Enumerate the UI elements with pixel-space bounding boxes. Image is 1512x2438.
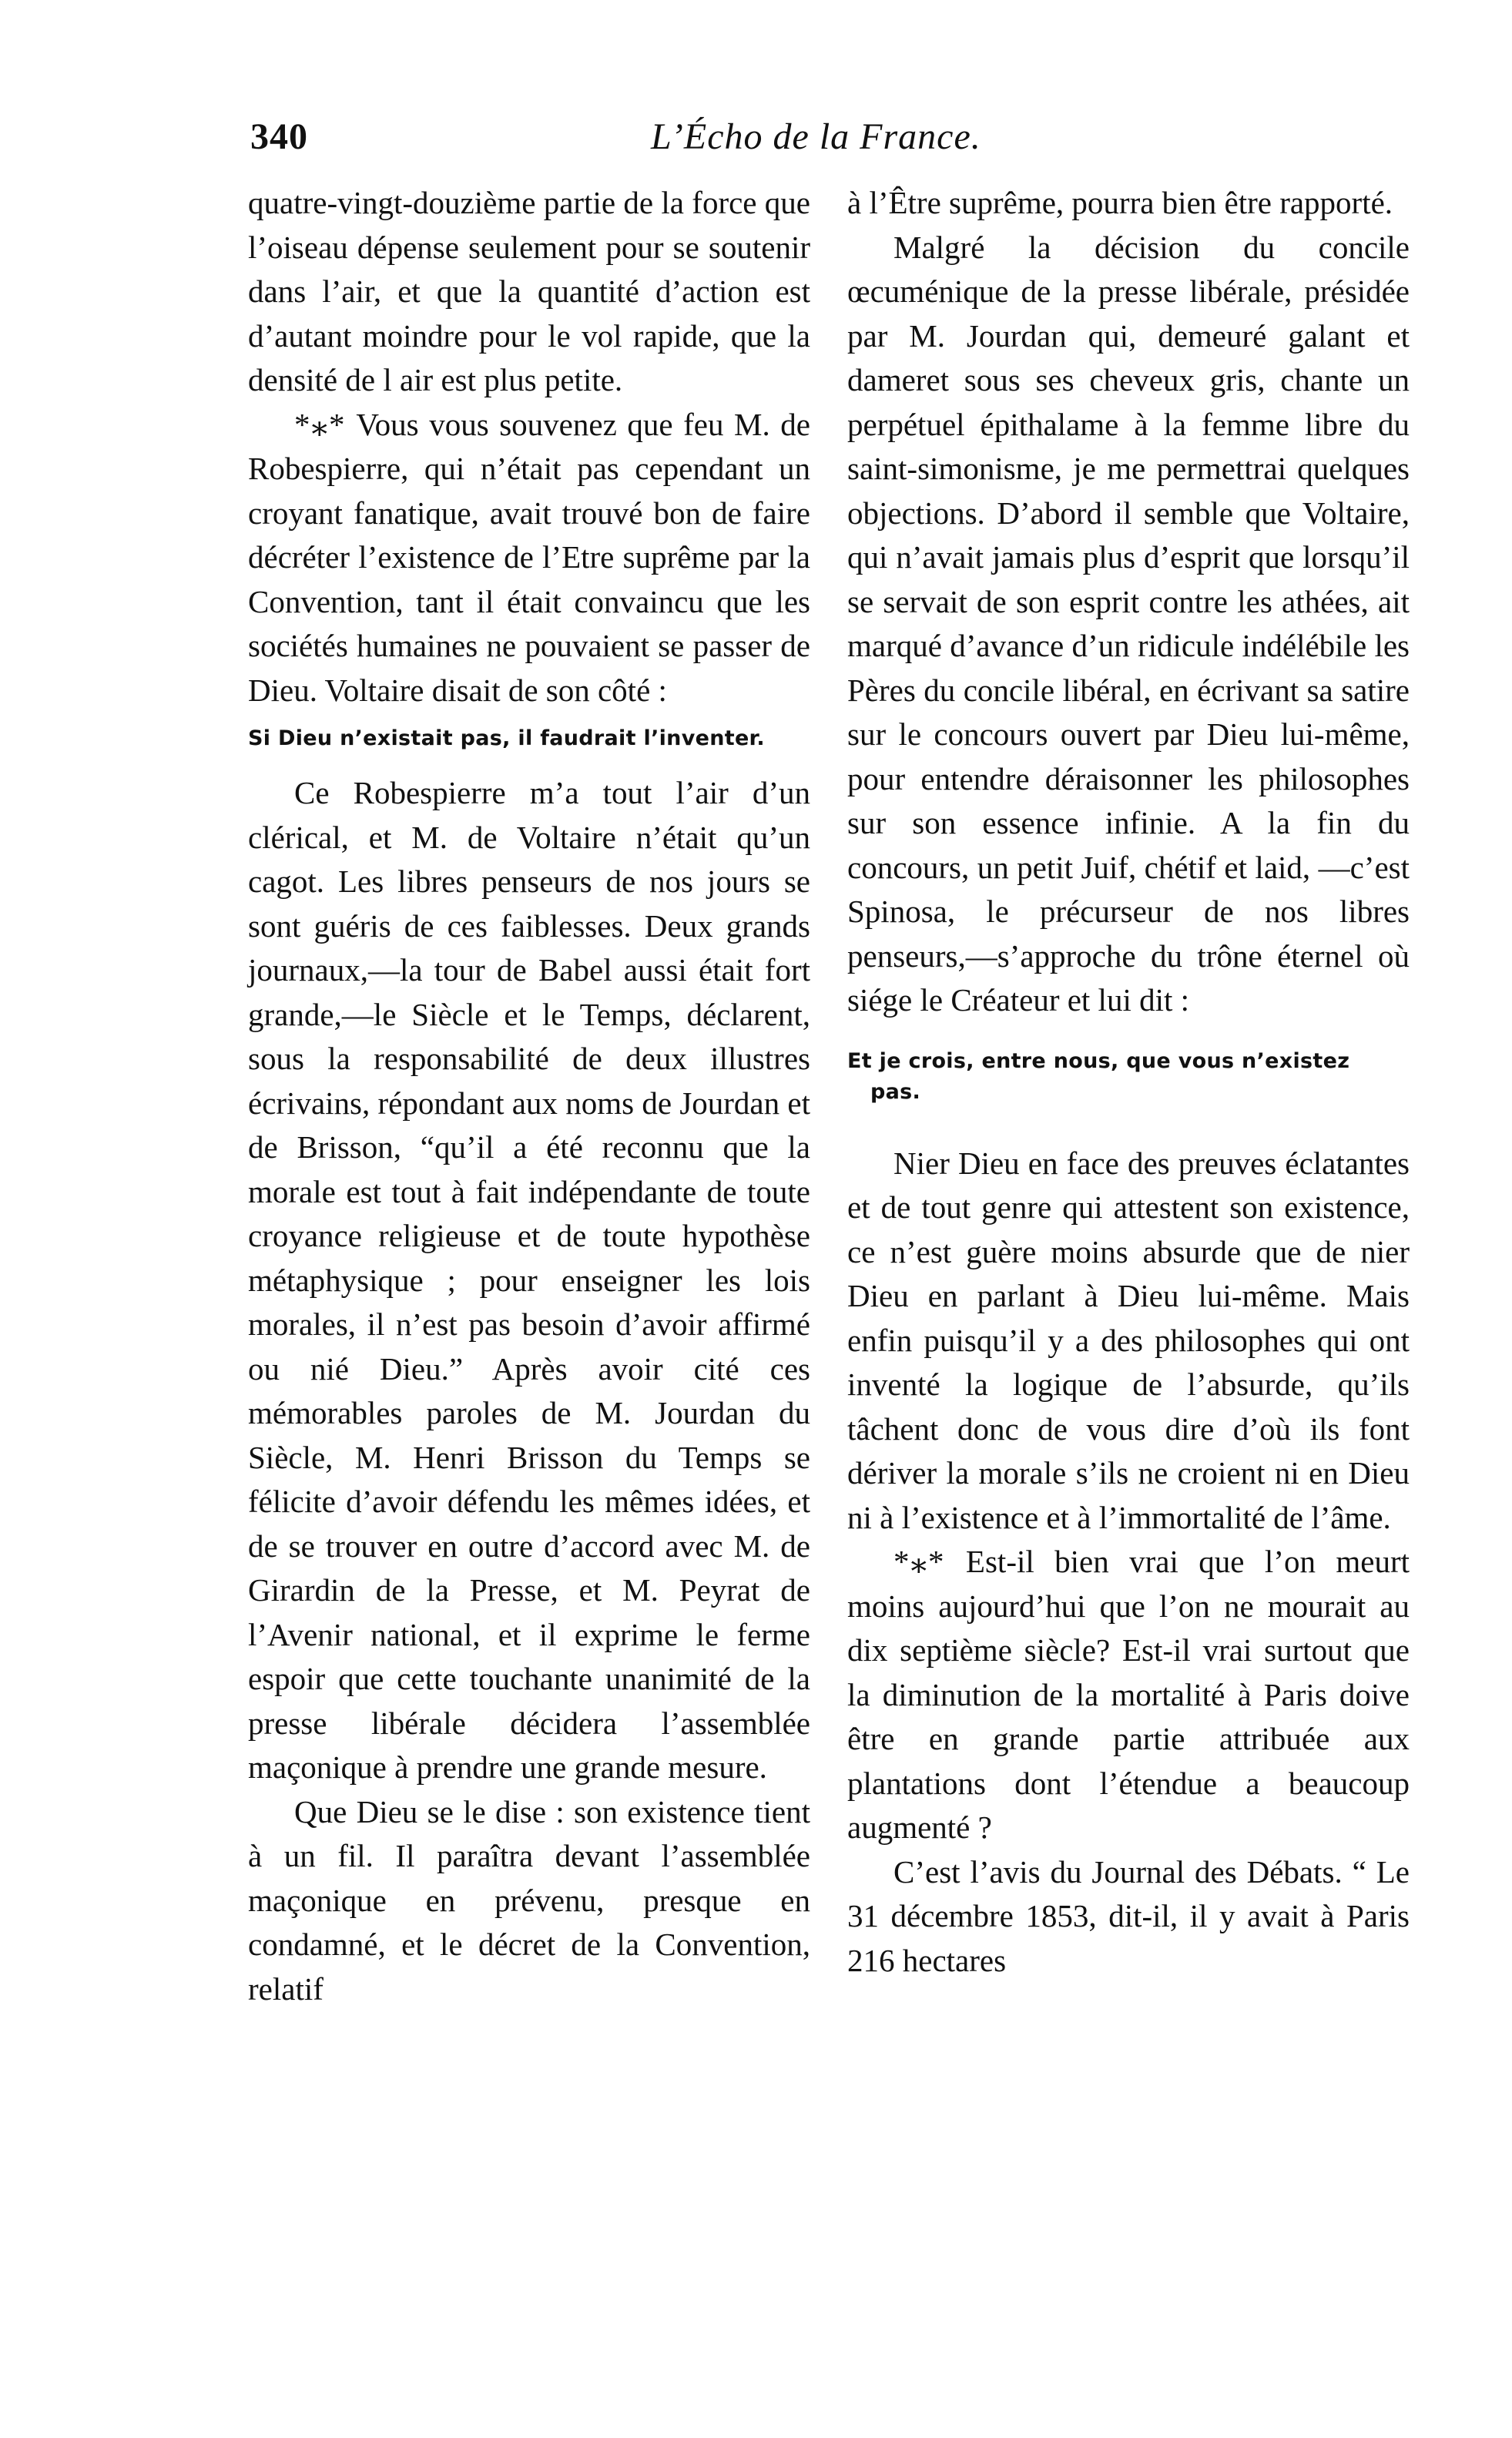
paragraph-text: Est-il bien vrai que l’on meurt moins aujourd’hui que l’on ne mourait au dix septième siècle? Est-il vrai surtout que la diminution de la mortalité à Paris doive être en grande partie attribuée aux plantations dont l’étendue a beaucoup augmenté ?: [847, 1544, 1410, 1845]
paragraph: [248, 403, 810, 713]
block-quote: [847, 1046, 1410, 1108]
paragraph: Que Dieu se le dise : son existence tient à un fil. Il paraîtra devant l’assemblée maçonique en prévenu, presque en condamné, et le décret de la Convention, relatif: [248, 1793, 810, 2007]
left-column: [248, 181, 810, 2011]
paragraph: à l’Être suprême, pourra bien être rapporté.: [847, 185, 1393, 220]
section-asterism: *⁎*: [893, 1544, 946, 1579]
section-asterism: *⁎*: [294, 406, 347, 442]
page-number: 340: [250, 116, 308, 157]
paragraph: Malgré la décision du concile œcuménique de la presse libérale, présidée par M. Jourdan qui, demeuré galant et dameret sous ses cheveux gris, chante un perpétuel épithalame à la femme libre du saint-simonisme, je me permettrai quelques objections. D’abord il semble que Voltaire, qui n’avait jamais plus d’esprit que lorsqu’il se servait de son esprit contre les athées, ait marqué d’avance d’un ridicule indélébile les Pères du concile libéral, en écrivant sa satire sur le concours ouvert par Dieu lui-même, pour entendre déraisonner les philosophes sur son essence infinie. A la fin du concours, un petit Juif, chétif et laid, —c’est Spinosa, le précurseur de nos libres penseurs,—s’approche du trône éternel où siége le Créateur et lui dit :: [847, 229, 1410, 1018]
quote-line: pas.: [870, 1079, 921, 1104]
paragraph: Ce Robespierre m’a tout l’air d’un clérical, et M. de Voltaire n’était qu’un cagot. Les libres penseurs de nos jours se sont guéris de ces faiblesses. Deux grands journaux,—la tour de Babel aussi était fort grande,—le Siècle et le Temps, déclarent, sous la responsabilité de deux illustres écrivains, répondant aux noms de Jourdan et de Brisson, “qu’il a été reconnu que la morale est tout à fait indépendante de toute croyance religieuse et de toute hypothèse métaphysique ; pour enseigner les lois morales, il n’est pas besoin d’avoir affirmé ou nié Dieu.” Après avoir cité ces mémorables paroles de M. Jourdan du Siècle, M. Henri Brisson du Temps se félicite d’avoir défendu les mêmes idées, et de se trouver en outre d’accord avec M. de Girardin de la Presse, et M. Peyrat de l’Avenir national, et il exprime le ferme espoir que cette touchante unanimité de la presse libérale décidera l’assemblée maçonique à prendre une grande mesure.: [248, 775, 810, 1785]
running-title: L’Écho de la France.: [651, 116, 981, 157]
paragraph: [847, 1540, 1410, 1850]
paragraph: Nier Dieu en face des preuves éclatantes et de tout genre qui attestent son existence, ce n’est guère moins absurde que de nier Dieu en parlant à Dieu lui-même. Mais enfin puisqu’il y a des philosophes qui ont inventé la logique de l’absurde, qu’ils tâchent donc de vous dire d’où ils font dériver la morale s’ils ne croient ni en Dieu ni à l’existence et à l’immortalité de l’âme.: [847, 1145, 1410, 1535]
block-quote: Si Dieu n’existait pas, il faudrait l’inventer.: [248, 726, 765, 750]
paragraph: C’est l’avis du Journal des Débats. “ Le 31 décembre 1853, dit-il, il y avait à Paris 216 hectares: [847, 1853, 1410, 1978]
page-header: [250, 116, 1410, 169]
paragraph: quatre-vingt-douzième partie de la force que l’oiseau dépense seulement pour se soutenir dans l’air, et que la quantité d’action est d’autant moindre pour le vol rapide, que la densité de l air est plus petite.: [248, 185, 810, 397]
quote-line: Et je crois, entre nous, que vous n’existez: [847, 1048, 1350, 1073]
paragraph-text: Vous vous souvenez que feu M. de Robespierre, qui n’était pas cependant un croyant fanatique, avait trouvé bon de faire décréter l’existence de l’Etre suprême par la Convention, tant il était convaincu que les sociétés humaines ne pouvaient se passer de Dieu. Voltaire disait de son côté :: [248, 406, 810, 708]
right-column: [847, 181, 1410, 1983]
